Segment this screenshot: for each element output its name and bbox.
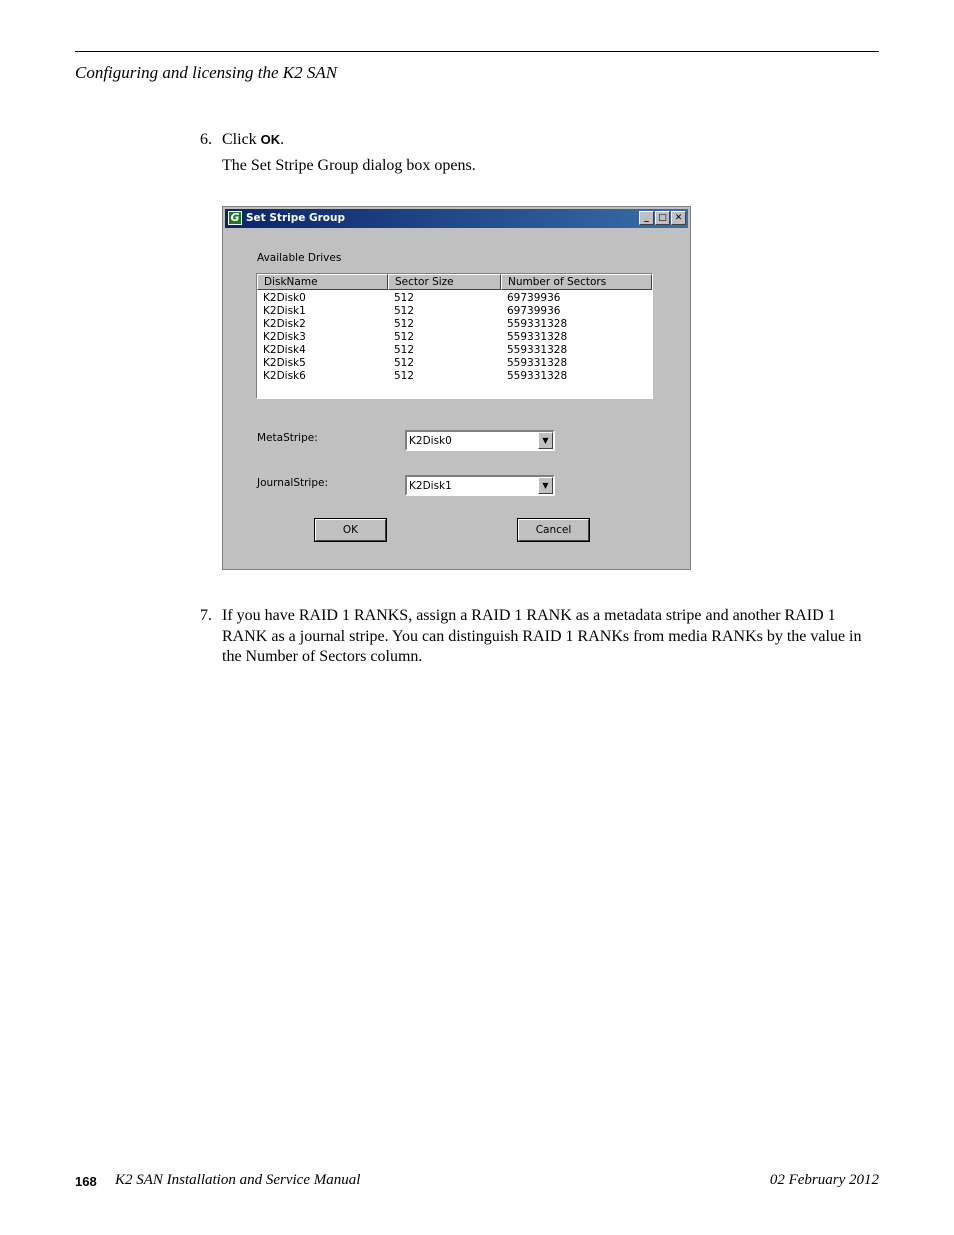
sector-size-cell: 512 — [394, 331, 415, 343]
sector-count-cell: 559331328 — [507, 344, 568, 356]
close-button[interactable] — [671, 211, 686, 225]
dialog-titlebar[interactable] — [225, 209, 688, 228]
sector-size-cell: 512 — [394, 370, 415, 382]
dropdown-arrow-icon[interactable]: ▼ — [538, 477, 553, 494]
column-header-number-of-sectors[interactable]: Number of Sectors — [501, 274, 652, 290]
table-row[interactable] — [257, 344, 652, 357]
sector-size-cell: 512 — [394, 357, 415, 369]
step-number: 7. — [200, 607, 212, 624]
table-row[interactable] — [257, 318, 652, 331]
maximize-icon: □ — [658, 213, 667, 223]
page-number: 168 — [75, 1174, 97, 1189]
sector-size-cell: 512 — [394, 344, 415, 356]
disk-name-cell: K2Disk6 — [263, 370, 306, 382]
sector-size-cell: 512 — [394, 305, 415, 317]
minimize-button[interactable] — [639, 211, 654, 225]
table-row[interactable] — [257, 370, 652, 383]
disk-name-cell: K2Disk1 — [263, 305, 306, 317]
table-row[interactable] — [257, 331, 652, 344]
step-6 — [200, 130, 900, 190]
running-head: Configuring and licensing the K2 SAN — [75, 63, 338, 82]
sector-count-cell: 559331328 — [507, 331, 568, 343]
header-rule — [75, 51, 879, 52]
disk-name-cell: K2Disk2 — [263, 318, 306, 330]
manual-title: K2 SAN Installation and Service Manual — [115, 1172, 361, 1188]
sector-count-cell: 559331328 — [507, 357, 568, 369]
close-icon: ✕ — [674, 213, 683, 223]
journalstripe-label: JournalStripe: — [257, 477, 328, 489]
metastripe-value: K2Disk0 — [409, 435, 452, 447]
minimize-icon: _ — [644, 213, 649, 223]
metastripe-label: MetaStripe: — [257, 432, 318, 444]
column-header-sector-size[interactable]: Sector Size — [388, 274, 501, 290]
disk-name-cell: K2Disk5 — [263, 357, 306, 369]
dialog-title: Set Stripe Group — [246, 212, 346, 224]
set-stripe-group-dialog — [222, 206, 691, 570]
disk-name-cell: K2Disk4 — [263, 344, 306, 356]
table-row[interactable] — [257, 292, 652, 305]
available-drives-list[interactable] — [256, 273, 653, 399]
step-text: Click OK. — [222, 131, 285, 148]
publication-date: 02 February 2012 — [769, 1172, 879, 1188]
step-followup: The Set Stripe Group dialog box opens. — [222, 157, 476, 174]
available-drives-label: Available Drives — [257, 252, 342, 264]
sector-count-cell: 69739936 — [507, 292, 561, 304]
cancel-button[interactable]: Cancel — [518, 519, 589, 541]
list-header — [257, 274, 652, 290]
sector-size-cell: 512 — [394, 318, 415, 330]
sector-count-cell: 559331328 — [507, 318, 568, 330]
journalstripe-select[interactable] — [405, 475, 555, 496]
maximize-button[interactable] — [655, 211, 670, 225]
step-text: If you have RAID 1 RANKS, assign a RAID 1 RANK as a metadata stripe and another RAID 1 RANK as a journal stripe. You can distinguish RAID 1 RANKs from media RANKs by the value in the Number of Sectors column. — [222, 607, 862, 665]
list-rows — [257, 292, 652, 383]
sector-count-cell: 69739936 — [507, 305, 561, 317]
disk-name-cell: K2Disk0 — [263, 292, 306, 304]
dropdown-arrow-icon[interactable]: ▼ — [538, 432, 553, 449]
journalstripe-value: K2Disk1 — [409, 480, 452, 492]
table-row[interactable] — [257, 357, 652, 370]
sector-size-cell: 512 — [394, 292, 415, 304]
ok-button[interactable]: OK — [315, 519, 386, 541]
sector-count-cell: 559331328 — [507, 370, 568, 382]
table-row[interactable] — [257, 305, 652, 318]
app-logo-icon: G — [228, 211, 242, 225]
metastripe-select[interactable] — [405, 430, 555, 451]
disk-name-cell: K2Disk3 — [263, 331, 306, 343]
ui-word-ok: OK — [260, 132, 281, 147]
step-7 — [200, 606, 880, 676]
step-number: 6. — [200, 131, 212, 148]
column-header-diskname[interactable]: DiskName — [257, 274, 388, 290]
